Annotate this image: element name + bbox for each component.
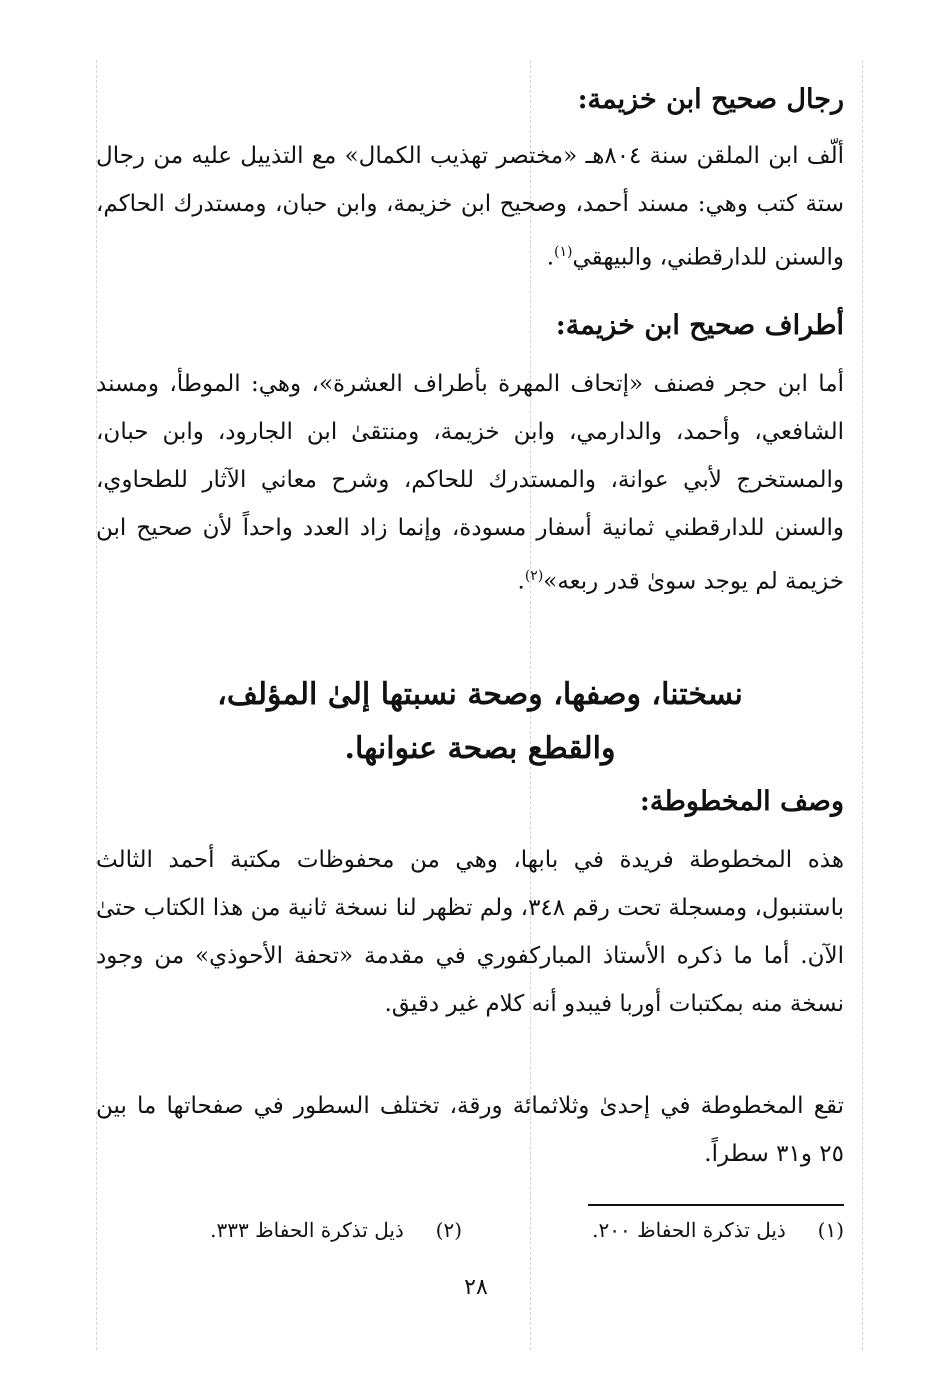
- footnote-ref: (١): [554, 244, 573, 260]
- section-heading: أطراف صحيح ابن خزيمة:: [555, 310, 844, 341]
- footnote-text: ذيل تذكرة الحفاظ ٢٠٠.: [592, 1218, 786, 1242]
- paragraph-text: أما ابن حجر فصنف «إتحاف المهرة بأطراف العشرة»، وهي: الموطأ، ومسند الشافعي، وأحمد، والدارمي، وابن خزيمة، ومنتقىٰ ابن الجارود، وابن حبان، والمستخرج لأبي عوانة، والمستدرك للحاكم، وشرح معاني الآثار للطحاوي، والسنن للدارقطني ثمانية أسفار مسودة، وإنما زاد العدد واحداً لأن صحيح ابن خزيمة لم يوجد سوىٰ قدر ربعه»: [96, 371, 844, 595]
- section-heading: رجال صحيح ابن خزيمة:: [577, 84, 844, 115]
- chapter-title-line: نسختنا، وصفها، وصحة نسبتها إلىٰ المؤلف،: [217, 677, 743, 712]
- paragraph-text: تقع المخطوطة في إحدىٰ وثلاثمائة ورقة، تختلف السطور في صفحاتها ما بين ٢٥ و٣١ سطراً.: [96, 1093, 844, 1167]
- footnote-text: ذيل تذكرة الحفاظ ٣٣٣.: [210, 1218, 404, 1242]
- footnote-ref: (٢): [524, 568, 544, 584]
- page-number: ٢٨: [464, 1275, 488, 1300]
- chapter-title: [150, 668, 810, 776]
- section-paragraph: [96, 1082, 844, 1178]
- footnote-number: (١): [817, 1218, 844, 1242]
- footnote: [210, 1218, 462, 1242]
- footnote-number: (٢): [435, 1218, 462, 1242]
- section-paragraph: [96, 360, 844, 606]
- scan-guide-line: [862, 60, 863, 1350]
- section-heading: وصف المخطوطة:: [639, 786, 844, 817]
- footnote: [592, 1218, 844, 1242]
- paragraph-end: .: [517, 568, 525, 595]
- section-paragraph: [96, 132, 844, 282]
- paragraph-text: هذه المخطوطة فريدة في بابها، وهي من محفوظات مكتبة أحمد الثالث باستنبول، ومسجلة تحت رقم ٣٤٨، ولم تظهر لنا نسخة ثانية من هذا الكتاب حتىٰ الآن. أما ما ذكره الأستاذ المباركفوري في مقدمة «تحفة الأحوذي» من وجود نسخة منه بمكتبات أوربا فيبدو أنه كلام غير دقيق.: [96, 847, 844, 1017]
- paragraph-text: ألّف ابن الملقن سنة ٨٠٤هـ «مختصر تهذيب الكمال» مع التذييل عليه من رجال ستة كتب وهي: مسند أحمد، وصحيح ابن خزيمة، وابن حبان، ومستدرك الحاكم، والسنن للدارقطني، والبيهقي: [96, 143, 845, 271]
- section-paragraph: [96, 836, 844, 1028]
- footnote-separator: [588, 1204, 844, 1206]
- paragraph-end: .: [546, 244, 555, 271]
- chapter-title-line: والقطع بصحة عنوانها.: [344, 731, 616, 766]
